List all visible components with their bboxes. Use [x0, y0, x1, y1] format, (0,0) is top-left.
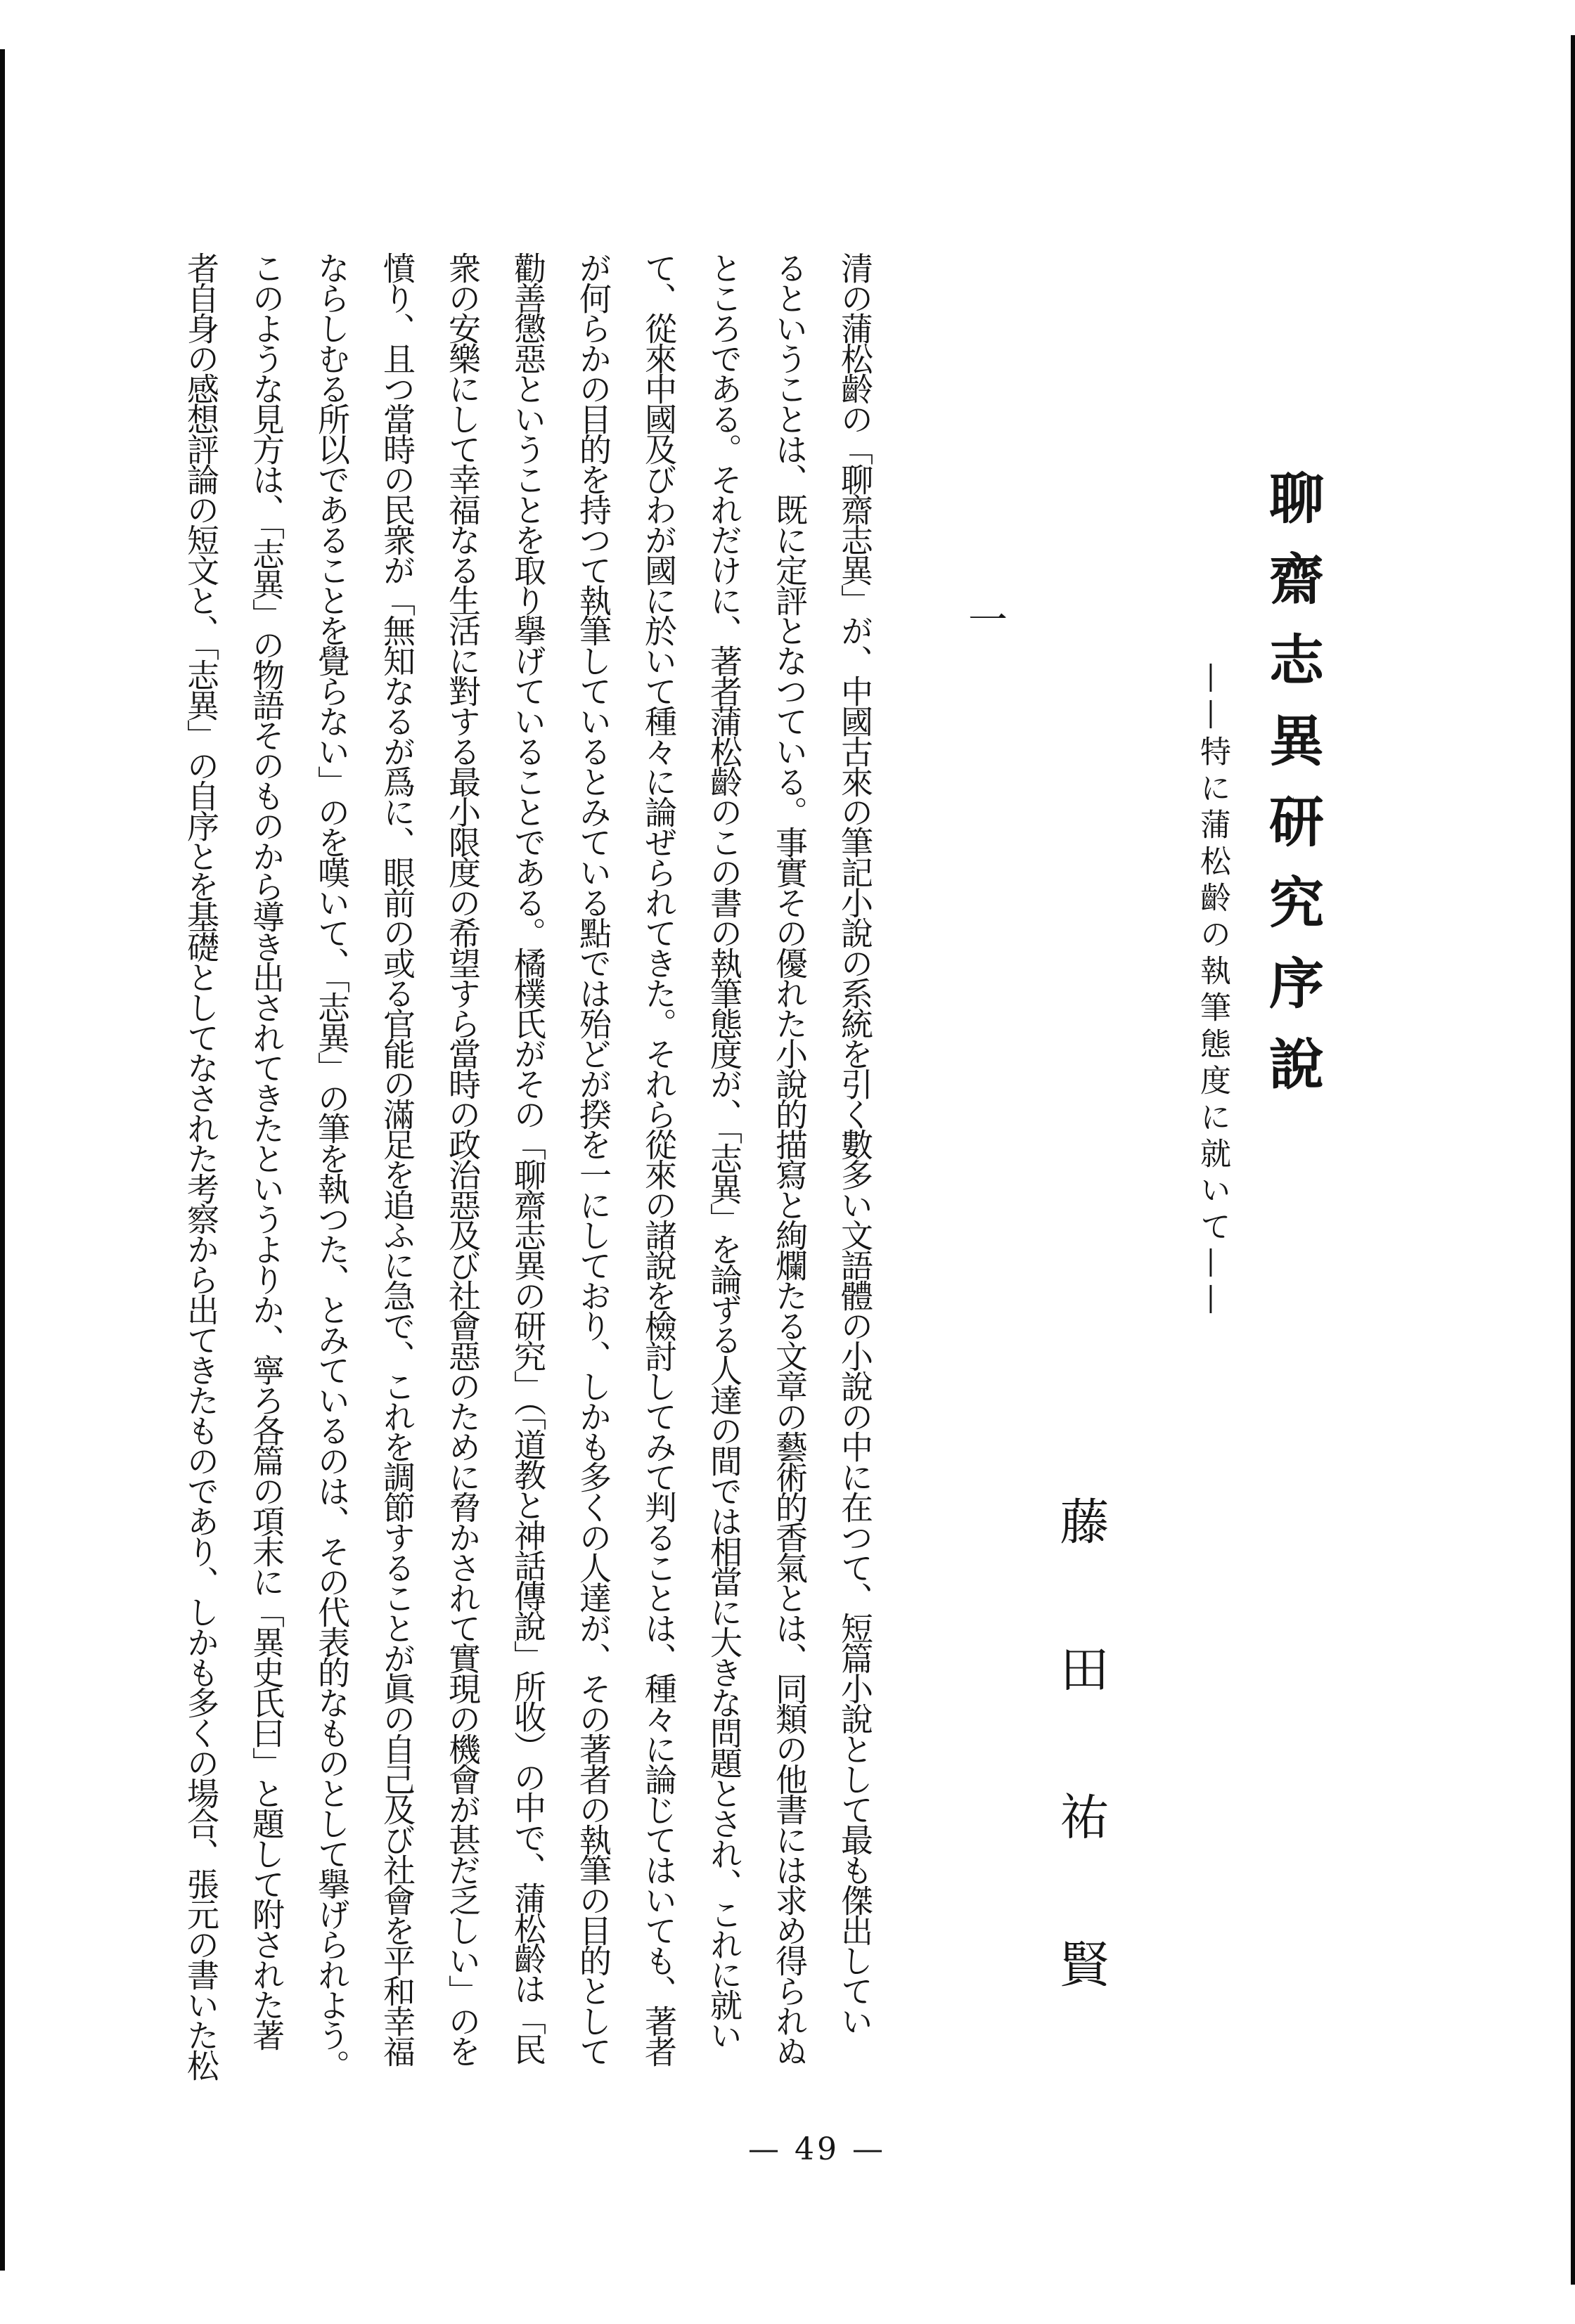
- body-column: 憤り、且つ當時の民衆が「無知なるが爲に、眼前の或る官能の滿足を追ふに急で、これを調節することが眞の自己及び社會を平和幸福: [378, 252, 416, 2065]
- author-name: 藤田祐賢: [1052, 1496, 1110, 2086]
- body-column: るということは、既に定評となつている。事實その優れた小說的描寫と絢爛たる文章の藝術的香氣とは、同類の他書には求め得られぬ: [771, 252, 809, 2065]
- page-number: — 49 —: [748, 2131, 886, 2167]
- body-column: ならしむる所以であることを覺らない」のを嘆いて、「志異」の筆を執つた、とみているのは、その代表的なものとして擧げられよう。: [313, 252, 351, 2079]
- body-column: 清の蒲松齡の「聊齋志異」が、中國古來の筆記小說の系統を引く數多い文語體の小說の中に在つて、短篇小說として最も傑出してい: [836, 252, 874, 2035]
- page-subtitle: ——特に蒲松齡の執筆態度に就いて——: [1195, 662, 1230, 1320]
- body-text: [168, 252, 887, 2122]
- section-number: 一: [962, 599, 1008, 638]
- scan-edge-left: [0, 49, 5, 2271]
- scan-edge-right: [1571, 35, 1575, 2285]
- body-column: て、從來中國及びわが國に於いて種々に論ぜられてきた。それら從來の諸說を檢討してみて判ることは、種々に論じてはいても、著者: [640, 252, 678, 2065]
- page-title: 聊齋志異研究序說: [1260, 470, 1324, 1116]
- body-column: 勸善懲惡ということを取り擧げていることである。橘樸氏がその「聊齋志異の研究」（「道教と神話傳說」所收）の中で、蒲松齡は「民: [509, 252, 547, 2063]
- body-column: が何らかの目的を持つて執筆しているとみている點では殆どが揆を一にしており、しかも多くの人達が、その著者の執筆の目的として: [574, 252, 612, 2065]
- body-column: 衆の安樂にして幸福なる生活に對する最小限度の希望すら當時の政治惡及び社會惡のために脅かされて實現の機會が甚だ乏しい」のを: [444, 252, 482, 2065]
- body-column: このような見方は、「志異」の物語そのものから導き出されてきたというよりか、寧ろ各篇の項末に「異史氏曰」と題して附された著: [248, 252, 285, 2049]
- body-column: ところである。それだけに、著者蒲松齡のこの書の執筆態度が、「志異」を論ずる人達の間では相當に大きな問題とされ、これに就い: [705, 252, 743, 2049]
- body-column: 者自身の感想評論の短文と、「志異」の自序とを基礎としてなされた考察から出てきたものであり、しかも多くの場合、張元の書いた松: [182, 252, 220, 2079]
